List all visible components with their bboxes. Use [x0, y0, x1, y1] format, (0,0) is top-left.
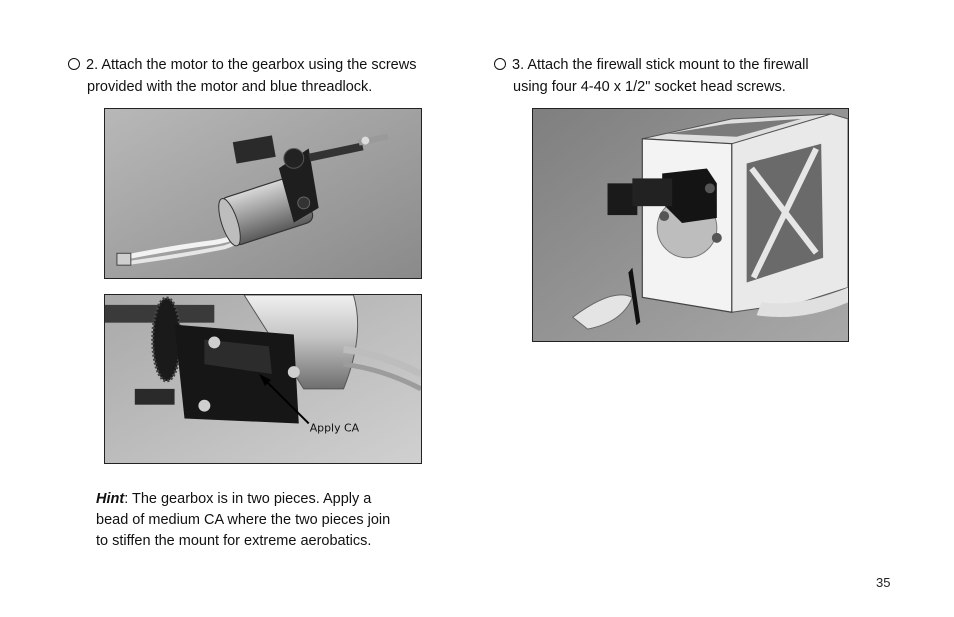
firewall-mount-photo — [532, 108, 849, 342]
checkbox-circle-icon[interactable] — [68, 58, 80, 70]
step-2-number: 2. — [86, 57, 99, 73]
step-3-line-1 — [494, 54, 809, 76]
checkbox-circle-icon[interactable] — [494, 58, 506, 70]
hint-text-1: : The gearbox is in two pieces. Apply a — [124, 491, 372, 507]
step-2-text-2: provided with the motor and blue threadlock. — [87, 79, 373, 95]
hint-label: Hint — [96, 491, 125, 507]
step-2-text-1: Attach the motor to the gearbox using the screws — [101, 57, 417, 73]
step-2-instruction — [68, 54, 416, 98]
page-number: 35 — [876, 575, 891, 590]
hint-line-1 — [96, 489, 436, 510]
hint-text-2: bead of medium CA where the two pieces join — [96, 512, 391, 528]
step-3-text-1: Attach the firewall stick mount to the firewall — [527, 57, 809, 73]
step-3-text-2: using four 4-40 x 1/2" socket head screws. — [513, 79, 786, 95]
gearbox-closeup-photo — [104, 294, 422, 464]
step-3-instruction — [494, 54, 809, 98]
step-2-line-1 — [68, 54, 416, 76]
step-3-number: 3. — [512, 57, 525, 73]
motor-gearbox-photo — [104, 108, 422, 279]
hint-text-3: to stiffen the mount for extreme aerobatics. — [96, 533, 372, 549]
hint-note — [96, 489, 436, 552]
apply-ca-callout-label: Apply CA — [309, 421, 360, 435]
